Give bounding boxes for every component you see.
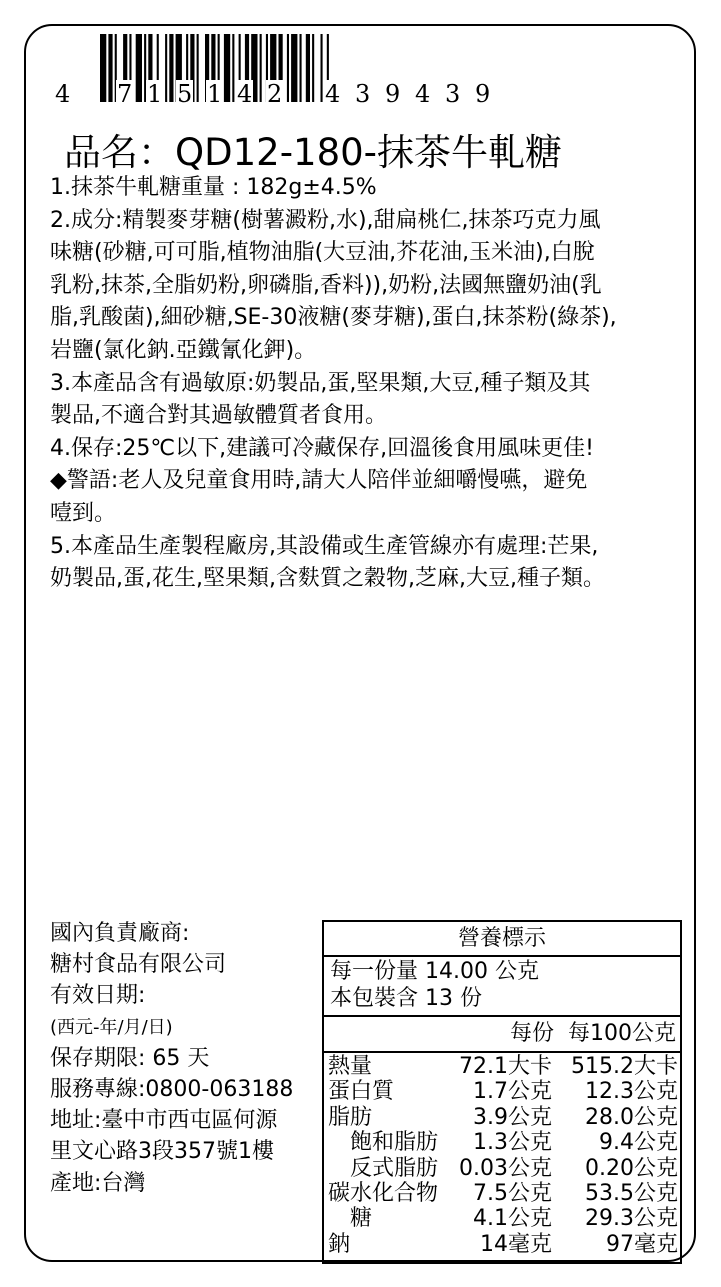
nutrition-row (328, 1054, 678, 1079)
expiry-label: 有效日期: (50, 983, 146, 1009)
barcode-digits (54, 80, 524, 106)
per-serving-value: 1.7公克 (473, 1079, 552, 1105)
barcode-digit: 1 (207, 80, 223, 108)
per-serving-value: 7.5公克 (473, 1180, 552, 1206)
barcode-digit: 3 (355, 80, 371, 108)
expiry-format: (西元-年/月/日) (50, 1016, 173, 1038)
barcode-digit: 4 (237, 80, 253, 108)
per-serving-value: 3.9公克 (473, 1104, 552, 1130)
barcode-digit: 9 (385, 80, 401, 108)
description-line: 3.本產品含有過敏原:奶製品,蛋,堅果類,大豆,種子類及其 (50, 370, 591, 396)
nutrition-table (322, 920, 682, 1264)
description-line: 1.抹茶牛軋糖重量 : 182g±4.5% (50, 175, 377, 200)
nutrient-name: 碳水化合物 (328, 1180, 439, 1206)
per-100g-value: 0.20公克 (585, 1155, 678, 1181)
nutrition-row (328, 1156, 678, 1181)
address-line-1: 地址:臺中市西屯區何源 (50, 1108, 278, 1134)
manufacturer-name: 糖村食品有限公司 (50, 952, 227, 978)
per-serving-value: 72.1大卡 (459, 1054, 552, 1079)
product-description (50, 172, 675, 596)
nutrient-name: 熱量 (328, 1054, 373, 1079)
manufacturer-label: 國內負責廠商: (50, 921, 190, 946)
nutrient-name: 飽和脂肪 (350, 1130, 439, 1156)
servings-per-package: 本包裝含 13 份 (330, 986, 482, 1011)
per-100g-value: 29.3公克 (585, 1206, 678, 1232)
per-100g-value: 28.0公克 (585, 1104, 678, 1130)
nutrition-serving (330, 958, 539, 1012)
nutrient-name: 蛋白質 (328, 1079, 395, 1105)
per-100g-value: 515.2大卡 (571, 1054, 678, 1079)
address-line-2: 里文心路3段357號1樓 (50, 1139, 274, 1165)
barcode-digit: 4 (55, 80, 71, 108)
origin: 產地:台灣 (50, 1170, 146, 1196)
nutrition-divider (324, 1051, 680, 1053)
nutrient-name: 反式脂肪 (350, 1155, 439, 1181)
nutrition-title: 營養標示 (324, 922, 680, 957)
barcode-digit: 3 (445, 80, 461, 108)
nutrition-row (328, 1232, 678, 1257)
nutrient-name: 脂肪 (328, 1104, 373, 1130)
barcode-digit: 9 (475, 80, 491, 108)
barcode-digit: 1 (147, 80, 163, 108)
per-100g-value: 9.4公克 (599, 1130, 678, 1156)
barcode-digit: 4 (325, 80, 341, 108)
barcode-digit: 2 (267, 80, 283, 108)
barcode-digit: 4 (415, 80, 431, 108)
per-serving-value: 0.03公克 (459, 1155, 552, 1181)
description-line: 味糖(砂糖,可可脂,植物油脂(大豆油,芥花油,玉米油),白脫 (50, 240, 595, 266)
description-line: 噎到。 (50, 500, 117, 526)
per-100g-value: 97毫克 (606, 1231, 678, 1257)
company-info (50, 918, 293, 1199)
barcode-digit: 5 (177, 80, 193, 108)
description-line: 脂,乳酸菌),細砂糖,SE-30液糖(麥芽糖),蛋白,抹茶粉(綠茶), (50, 305, 617, 331)
product-title: 品名：QD12-180-抹茶牛軋糖 (64, 131, 563, 174)
nutrition-column-header: 每份 每100公克 (510, 1021, 676, 1046)
per-100g-value: 53.5公克 (585, 1180, 678, 1206)
nutrition-row (328, 1130, 678, 1155)
description-line: 4.保存:25℃以下,建議可冷藏保存,回溫後食用風味更佳! (50, 435, 594, 461)
shelf-life: 保存期限: 65 天 (50, 1045, 210, 1071)
serving-size: 每一份量 14.00 公克 (330, 959, 539, 984)
barcode-digit: 7 (117, 80, 133, 108)
description-line: 岩鹽(氯化鈉.亞鐵氰化鉀)。 (50, 337, 317, 363)
description-line: 製品,不適合對其過敏體質者食用。 (50, 403, 387, 429)
nutrient-name: 鈉 (328, 1231, 351, 1257)
description-line: 2.成分:精製麥芽糖(樹薯澱粉,水),甜扁桃仁,抹茶巧克力風 (50, 207, 601, 233)
description-line: 5.本產品生產製程廠房,其設備或生產管線亦有處理:芒果, (50, 533, 599, 559)
nutrient-name: 糖 (350, 1206, 373, 1232)
service-hotline: 服務專線:0800-063188 (50, 1077, 294, 1103)
description-line: 奶製品,蛋,花生,堅果類,含麩質之穀物,芝麻,大豆,種子類。 (50, 566, 605, 592)
per-100g-value: 12.3公克 (585, 1079, 678, 1105)
nutrition-row (328, 1105, 678, 1130)
nutrition-rows (328, 1054, 678, 1257)
nutrition-divider (324, 1015, 680, 1017)
per-serving-value: 1.3公克 (473, 1130, 552, 1156)
per-serving-value: 4.1公克 (473, 1206, 552, 1232)
nutrition-row (328, 1181, 678, 1206)
nutrition-row (328, 1206, 678, 1231)
description-line: 乳粉,抹茶,全脂奶粉,卵磷脂,香料)),奶粉,法國無鹽奶油(乳 (50, 272, 602, 298)
description-line: ◆警語:老人及兒童食用時,請大人陪伴並細嚼慢嚥，避免 (50, 468, 588, 494)
per-serving-value: 14毫克 (480, 1231, 552, 1257)
nutrition-row (328, 1079, 678, 1104)
